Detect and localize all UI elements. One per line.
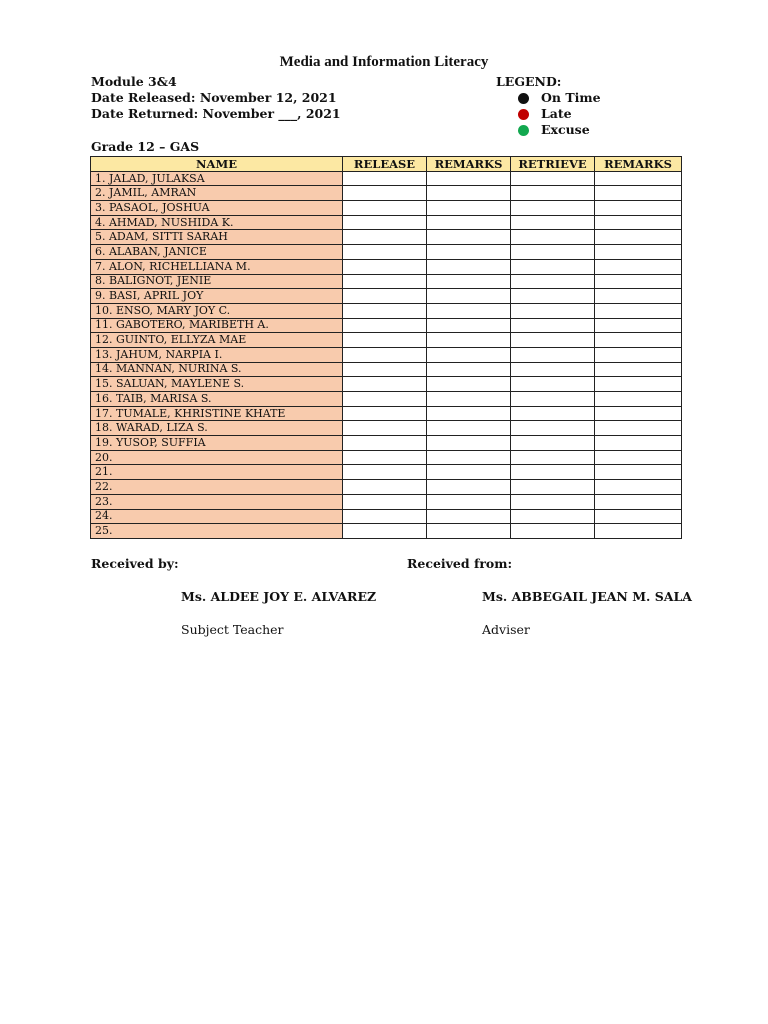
release-cell[interactable] xyxy=(343,245,427,260)
retrieve-cell[interactable] xyxy=(511,494,595,509)
retrieve-cell[interactable] xyxy=(511,392,595,407)
retrieve-cell[interactable] xyxy=(511,274,595,289)
release-cell[interactable] xyxy=(343,392,427,407)
table-row xyxy=(91,333,682,348)
retrieve-cell[interactable] xyxy=(511,377,595,392)
remarks-2-cell[interactable] xyxy=(595,289,682,304)
remarks-cell[interactable] xyxy=(427,480,511,495)
student-name-cell: 18. WARAD, LIZA S. xyxy=(91,421,343,436)
legend-item-excuse xyxy=(496,122,601,138)
remarks-2-cell[interactable] xyxy=(595,362,682,377)
remarks-cell[interactable] xyxy=(427,362,511,377)
retrieve-cell[interactable] xyxy=(511,333,595,348)
student-name-cell: 17. TUMALE, KHRISTINE KHATE xyxy=(91,406,343,421)
retrieve-cell[interactable] xyxy=(511,509,595,524)
table-row xyxy=(91,406,682,421)
table-row xyxy=(91,259,682,274)
remarks-cell[interactable] xyxy=(427,274,511,289)
table-row xyxy=(91,303,682,318)
remarks-cell[interactable] xyxy=(427,230,511,245)
remarks-cell[interactable] xyxy=(427,289,511,304)
remarks-cell[interactable] xyxy=(427,186,511,201)
table-row xyxy=(91,230,682,245)
remarks-cell[interactable] xyxy=(427,377,511,392)
retrieve-cell[interactable] xyxy=(511,289,595,304)
release-cell[interactable] xyxy=(343,259,427,274)
student-name-cell: 19. YUSOP, SUFFIA xyxy=(91,436,343,451)
retrieve-cell[interactable] xyxy=(511,186,595,201)
remarks-2-cell[interactable] xyxy=(595,259,682,274)
student-name-cell: 14. MANNAN, NURINA S. xyxy=(91,362,343,377)
header-retrieve: RETRIEVE xyxy=(511,157,595,172)
table-row xyxy=(91,347,682,362)
adviser-name: Ms. ABBEGAIL JEAN M. SALA xyxy=(482,589,692,604)
remarks-cell[interactable] xyxy=(427,245,511,260)
student-name-cell: 8. BALIGNOT, JENIE xyxy=(91,274,343,289)
release-cell[interactable] xyxy=(343,524,427,539)
remarks-cell[interactable] xyxy=(427,509,511,524)
release-cell[interactable] xyxy=(343,480,427,495)
table-row xyxy=(91,245,682,260)
release-cell[interactable] xyxy=(343,274,427,289)
table-row xyxy=(91,171,682,186)
remarks-cell[interactable] xyxy=(427,450,511,465)
adviser-role: Adviser xyxy=(482,622,530,637)
student-name-cell: 3. PASAOL, JOSHUA xyxy=(91,201,343,216)
student-name-cell: 11. GABOTERO, MARIBETH A. xyxy=(91,318,343,333)
remarks-cell[interactable] xyxy=(427,465,511,480)
document-title: Media and Information Literacy xyxy=(279,54,489,70)
remarks-2-cell[interactable] xyxy=(595,215,682,230)
release-cell[interactable] xyxy=(343,186,427,201)
header-release: RELEASE xyxy=(343,157,427,172)
table-row xyxy=(91,201,682,216)
module-label: Module 3&4 xyxy=(91,74,177,89)
date-returned: Date Returned: November ___, 2021 xyxy=(91,106,341,121)
release-cell[interactable] xyxy=(343,494,427,509)
release-cell[interactable] xyxy=(343,377,427,392)
release-cell[interactable] xyxy=(343,450,427,465)
table-row xyxy=(91,436,682,451)
legend-label: On Time xyxy=(541,90,601,105)
table-row xyxy=(91,509,682,524)
student-name-cell: 13. JAHUM, NARPIA I. xyxy=(91,347,343,362)
remarks-cell[interactable] xyxy=(427,524,511,539)
table-row xyxy=(91,524,682,539)
release-cell[interactable] xyxy=(343,201,427,216)
retrieve-cell[interactable] xyxy=(511,230,595,245)
remarks-2-cell[interactable] xyxy=(595,318,682,333)
remarks-2-cell[interactable] xyxy=(595,392,682,407)
remarks-2-cell[interactable] xyxy=(595,303,682,318)
retrieve-cell[interactable] xyxy=(511,347,595,362)
legend-label: Excuse xyxy=(541,122,590,137)
remarks-2-cell[interactable] xyxy=(595,274,682,289)
remarks-cell[interactable] xyxy=(427,392,511,407)
remarks-2-cell[interactable] xyxy=(595,377,682,392)
release-cell[interactable] xyxy=(343,406,427,421)
remarks-cell[interactable] xyxy=(427,259,511,274)
retrieve-cell[interactable] xyxy=(511,421,595,436)
student-name-cell: 20. xyxy=(91,450,343,465)
student-name-cell: 1. JALAD, JULAKSA xyxy=(91,171,343,186)
remarks-cell[interactable] xyxy=(427,421,511,436)
student-name-cell: 22. xyxy=(91,480,343,495)
table-row xyxy=(91,450,682,465)
remarks-2-cell[interactable] xyxy=(595,171,682,186)
release-cell[interactable] xyxy=(343,171,427,186)
retrieve-cell[interactable] xyxy=(511,259,595,274)
student-name-cell: 24. xyxy=(91,509,343,524)
release-cell[interactable] xyxy=(343,509,427,524)
release-cell[interactable] xyxy=(343,436,427,451)
header-remarks: REMARKS xyxy=(427,157,511,172)
table-row xyxy=(91,186,682,201)
table-row xyxy=(91,421,682,436)
remarks-2-cell[interactable] xyxy=(595,333,682,348)
retrieve-cell[interactable] xyxy=(511,450,595,465)
student-name-cell: 12. GUINTO, ELLYZA MAE xyxy=(91,333,343,348)
remarks-2-cell[interactable] xyxy=(595,230,682,245)
received-by-label: Received by: xyxy=(91,556,179,571)
student-name-cell: 5. ADAM, SITTI SARAH xyxy=(91,230,343,245)
student-name-cell: 21. xyxy=(91,465,343,480)
legend xyxy=(496,74,601,138)
remarks-2-cell[interactable] xyxy=(595,494,682,509)
retrieve-cell[interactable] xyxy=(511,480,595,495)
table-row xyxy=(91,392,682,407)
remarks-cell[interactable] xyxy=(427,494,511,509)
legend-item-on-time xyxy=(496,90,601,106)
student-name-cell: 6. ALABAN, JANICE xyxy=(91,245,343,260)
student-name-cell: 15. SALUAN, MAYLENE S. xyxy=(91,377,343,392)
legend-item-late xyxy=(496,106,601,122)
student-name-cell: 16. TAIB, MARISA S. xyxy=(91,392,343,407)
release-cell[interactable] xyxy=(343,303,427,318)
student-name-cell: 7. ALON, RICHELLIANA M. xyxy=(91,259,343,274)
retrieve-cell[interactable] xyxy=(511,303,595,318)
student-name-cell: 2. JAMIL, AMRAN xyxy=(91,186,343,201)
black-dot-icon xyxy=(518,93,529,104)
remarks-2-cell[interactable] xyxy=(595,201,682,216)
retrieve-cell[interactable] xyxy=(511,318,595,333)
retrieve-cell[interactable] xyxy=(511,215,595,230)
table-header-row xyxy=(91,157,682,172)
module-tracking-table xyxy=(90,156,682,539)
retrieve-cell[interactable] xyxy=(511,436,595,451)
table-row xyxy=(91,465,682,480)
header-name: NAME xyxy=(91,157,343,172)
remarks-cell[interactable] xyxy=(427,215,511,230)
remarks-2-cell[interactable] xyxy=(595,347,682,362)
remarks-2-cell[interactable] xyxy=(595,509,682,524)
table-row xyxy=(91,215,682,230)
retrieve-cell[interactable] xyxy=(511,201,595,216)
release-cell[interactable] xyxy=(343,215,427,230)
student-name-cell: 10. ENSO, MARY JOY C. xyxy=(91,303,343,318)
green-dot-icon xyxy=(518,125,529,136)
table-row xyxy=(91,274,682,289)
table-row xyxy=(91,377,682,392)
remarks-2-cell[interactable] xyxy=(595,406,682,421)
remarks-2-cell[interactable] xyxy=(595,480,682,495)
remarks-cell[interactable] xyxy=(427,201,511,216)
received-from-label: Received from: xyxy=(407,556,513,571)
remarks-cell[interactable] xyxy=(427,347,511,362)
legend-label: Late xyxy=(541,106,572,121)
retrieve-cell[interactable] xyxy=(511,362,595,377)
remarks-2-cell[interactable] xyxy=(595,465,682,480)
remarks-cell[interactable] xyxy=(427,333,511,348)
remarks-2-cell[interactable] xyxy=(595,186,682,201)
teacher-role: Subject Teacher xyxy=(181,622,284,637)
student-name-cell: 9. BASI, APRIL JOY xyxy=(91,289,343,304)
grade-section: Grade 12 – GAS xyxy=(91,139,200,154)
remarks-cell[interactable] xyxy=(427,318,511,333)
release-cell[interactable] xyxy=(343,230,427,245)
student-name-cell: 23. xyxy=(91,494,343,509)
release-cell[interactable] xyxy=(343,318,427,333)
remarks-2-cell[interactable] xyxy=(595,436,682,451)
retrieve-cell[interactable] xyxy=(511,465,595,480)
release-cell[interactable] xyxy=(343,465,427,480)
remarks-2-cell[interactable] xyxy=(595,524,682,539)
release-cell[interactable] xyxy=(343,333,427,348)
retrieve-cell[interactable] xyxy=(511,171,595,186)
remarks-2-cell[interactable] xyxy=(595,421,682,436)
red-dot-icon xyxy=(518,109,529,120)
legend-title: LEGEND: xyxy=(496,74,562,89)
retrieve-cell[interactable] xyxy=(511,245,595,260)
remarks-cell[interactable] xyxy=(427,303,511,318)
header-remarks-2: REMARKS xyxy=(595,157,682,172)
table-row xyxy=(91,289,682,304)
retrieve-cell[interactable] xyxy=(511,524,595,539)
release-cell[interactable] xyxy=(343,421,427,436)
remarks-cell[interactable] xyxy=(427,406,511,421)
student-name-cell: 4. AHMAD, NUSHIDA K. xyxy=(91,215,343,230)
table-row xyxy=(91,362,682,377)
remarks-cell[interactable] xyxy=(427,436,511,451)
table-row xyxy=(91,318,682,333)
remarks-cell[interactable] xyxy=(427,171,511,186)
release-cell[interactable] xyxy=(343,347,427,362)
remarks-2-cell[interactable] xyxy=(595,245,682,260)
teacher-name: Ms. ALDEE JOY E. ALVAREZ xyxy=(181,589,377,604)
release-cell[interactable] xyxy=(343,289,427,304)
date-released: Date Released: November 12, 2021 xyxy=(91,90,337,105)
table-row xyxy=(91,480,682,495)
remarks-2-cell[interactable] xyxy=(595,450,682,465)
table-row xyxy=(91,494,682,509)
release-cell[interactable] xyxy=(343,362,427,377)
student-name-cell: 25. xyxy=(91,524,343,539)
retrieve-cell[interactable] xyxy=(511,406,595,421)
